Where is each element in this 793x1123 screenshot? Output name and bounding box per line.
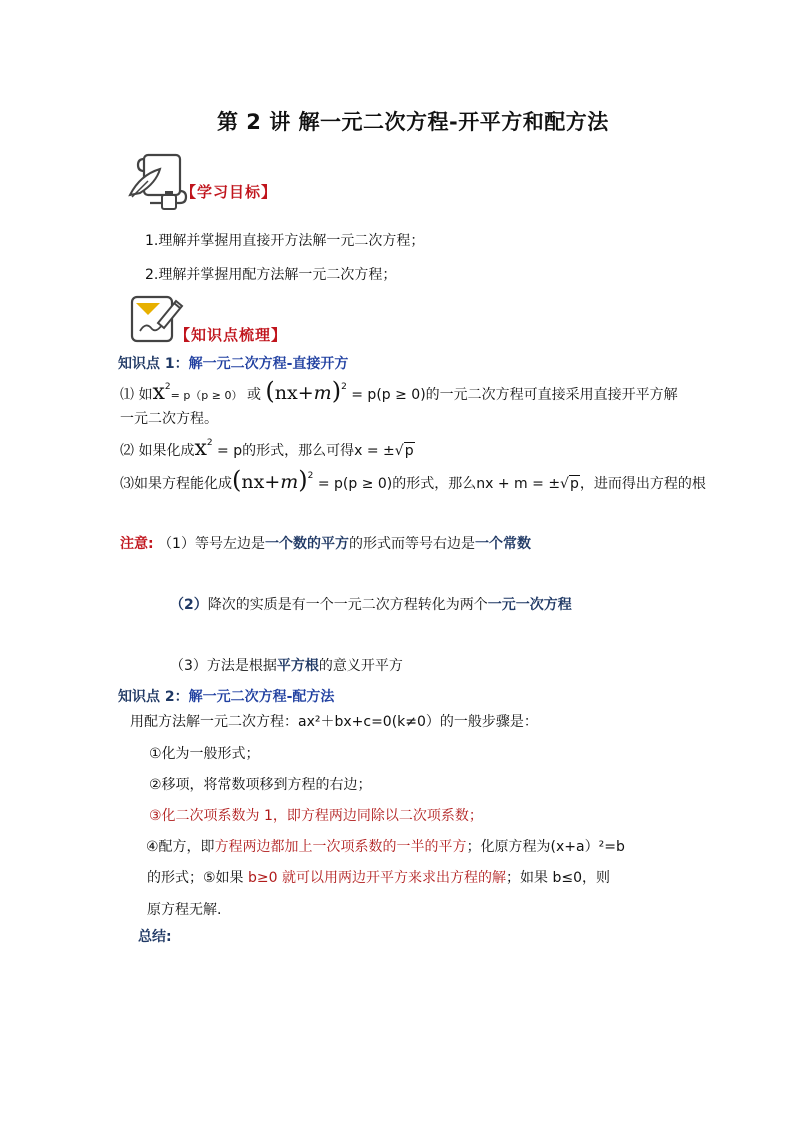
kp1-line3: ⑶如果方程能化成$(nx+m)^2 = p(p \ge 0)$的形式，那么nx + m = ±√p，进而得出方程的根 — [120, 466, 706, 494]
summary-label: 总结: — [138, 929, 172, 945]
page-title: 第 2 讲 解一元二次方程-开平方和配方法 — [217, 110, 609, 134]
kp1-line1: ⑴ 如$x^2= p(p \ge 0)$ 或 $(nx+m)^2 = p(p \ge 0)$的一元二次方程可直接采用直接开平方解 — [120, 377, 678, 405]
step-2: ②移项，将常数项移到方程的右边； — [149, 777, 372, 793]
kp1-heading — [118, 353, 348, 373]
step-5: 的形式；⑤如果 b≥0 就可以用两边开平方来求出方程的解；如果 b≤0，则 — [147, 870, 610, 886]
section-header-goals: 【学习目标】 — [181, 183, 278, 201]
kp2-heading: 知识点 2：解一元二次方程-配方法 — [118, 689, 335, 705]
note-line1: 注意: （1）等号左边是一个数的平方的形式而等号右边是一个常数 — [120, 536, 531, 552]
step-1: ①化为一般形式； — [149, 746, 260, 762]
kp1-title: 解一元二次方程-直接开方 — [188, 356, 349, 372]
note-line3: （3）方法是根据平方根的意义开平方 — [170, 658, 403, 674]
note-line2: （2）降次的实质是有一个一元二次方程转化为两个一元一次方程 — [170, 597, 572, 613]
kp1-line1b: 一元二次方程。 — [120, 411, 218, 427]
step-3: ③化二次项系数为 1，即方程两边同除以二次项系数； — [149, 808, 483, 824]
step-6: 原方程无解. — [147, 902, 222, 918]
kp1-label: 知识点 1： — [118, 356, 189, 372]
scroll-quill-icon — [126, 151, 188, 213]
step-4: ④配方，即方程两边都加上一次项系数的一半的平方；化原方程为(x+a）²=b — [146, 839, 625, 855]
goal-item: 2.理解并掌握用配方法解一元二次方程； — [145, 267, 397, 283]
kp1-line2: ⑵ 如果化成$x^2 = p$的形式，那么可得x = ±√p — [120, 436, 414, 461]
section-header-knowledge: 【知识点梳理】 — [175, 326, 288, 344]
goal-item: 1.理解并掌握用直接开方法解一元二次方程； — [145, 233, 425, 249]
kp2-intro: 用配方法解一元二次方程：ax²＋bx+c=0(k≠0）的一般步骤是： — [130, 714, 538, 730]
